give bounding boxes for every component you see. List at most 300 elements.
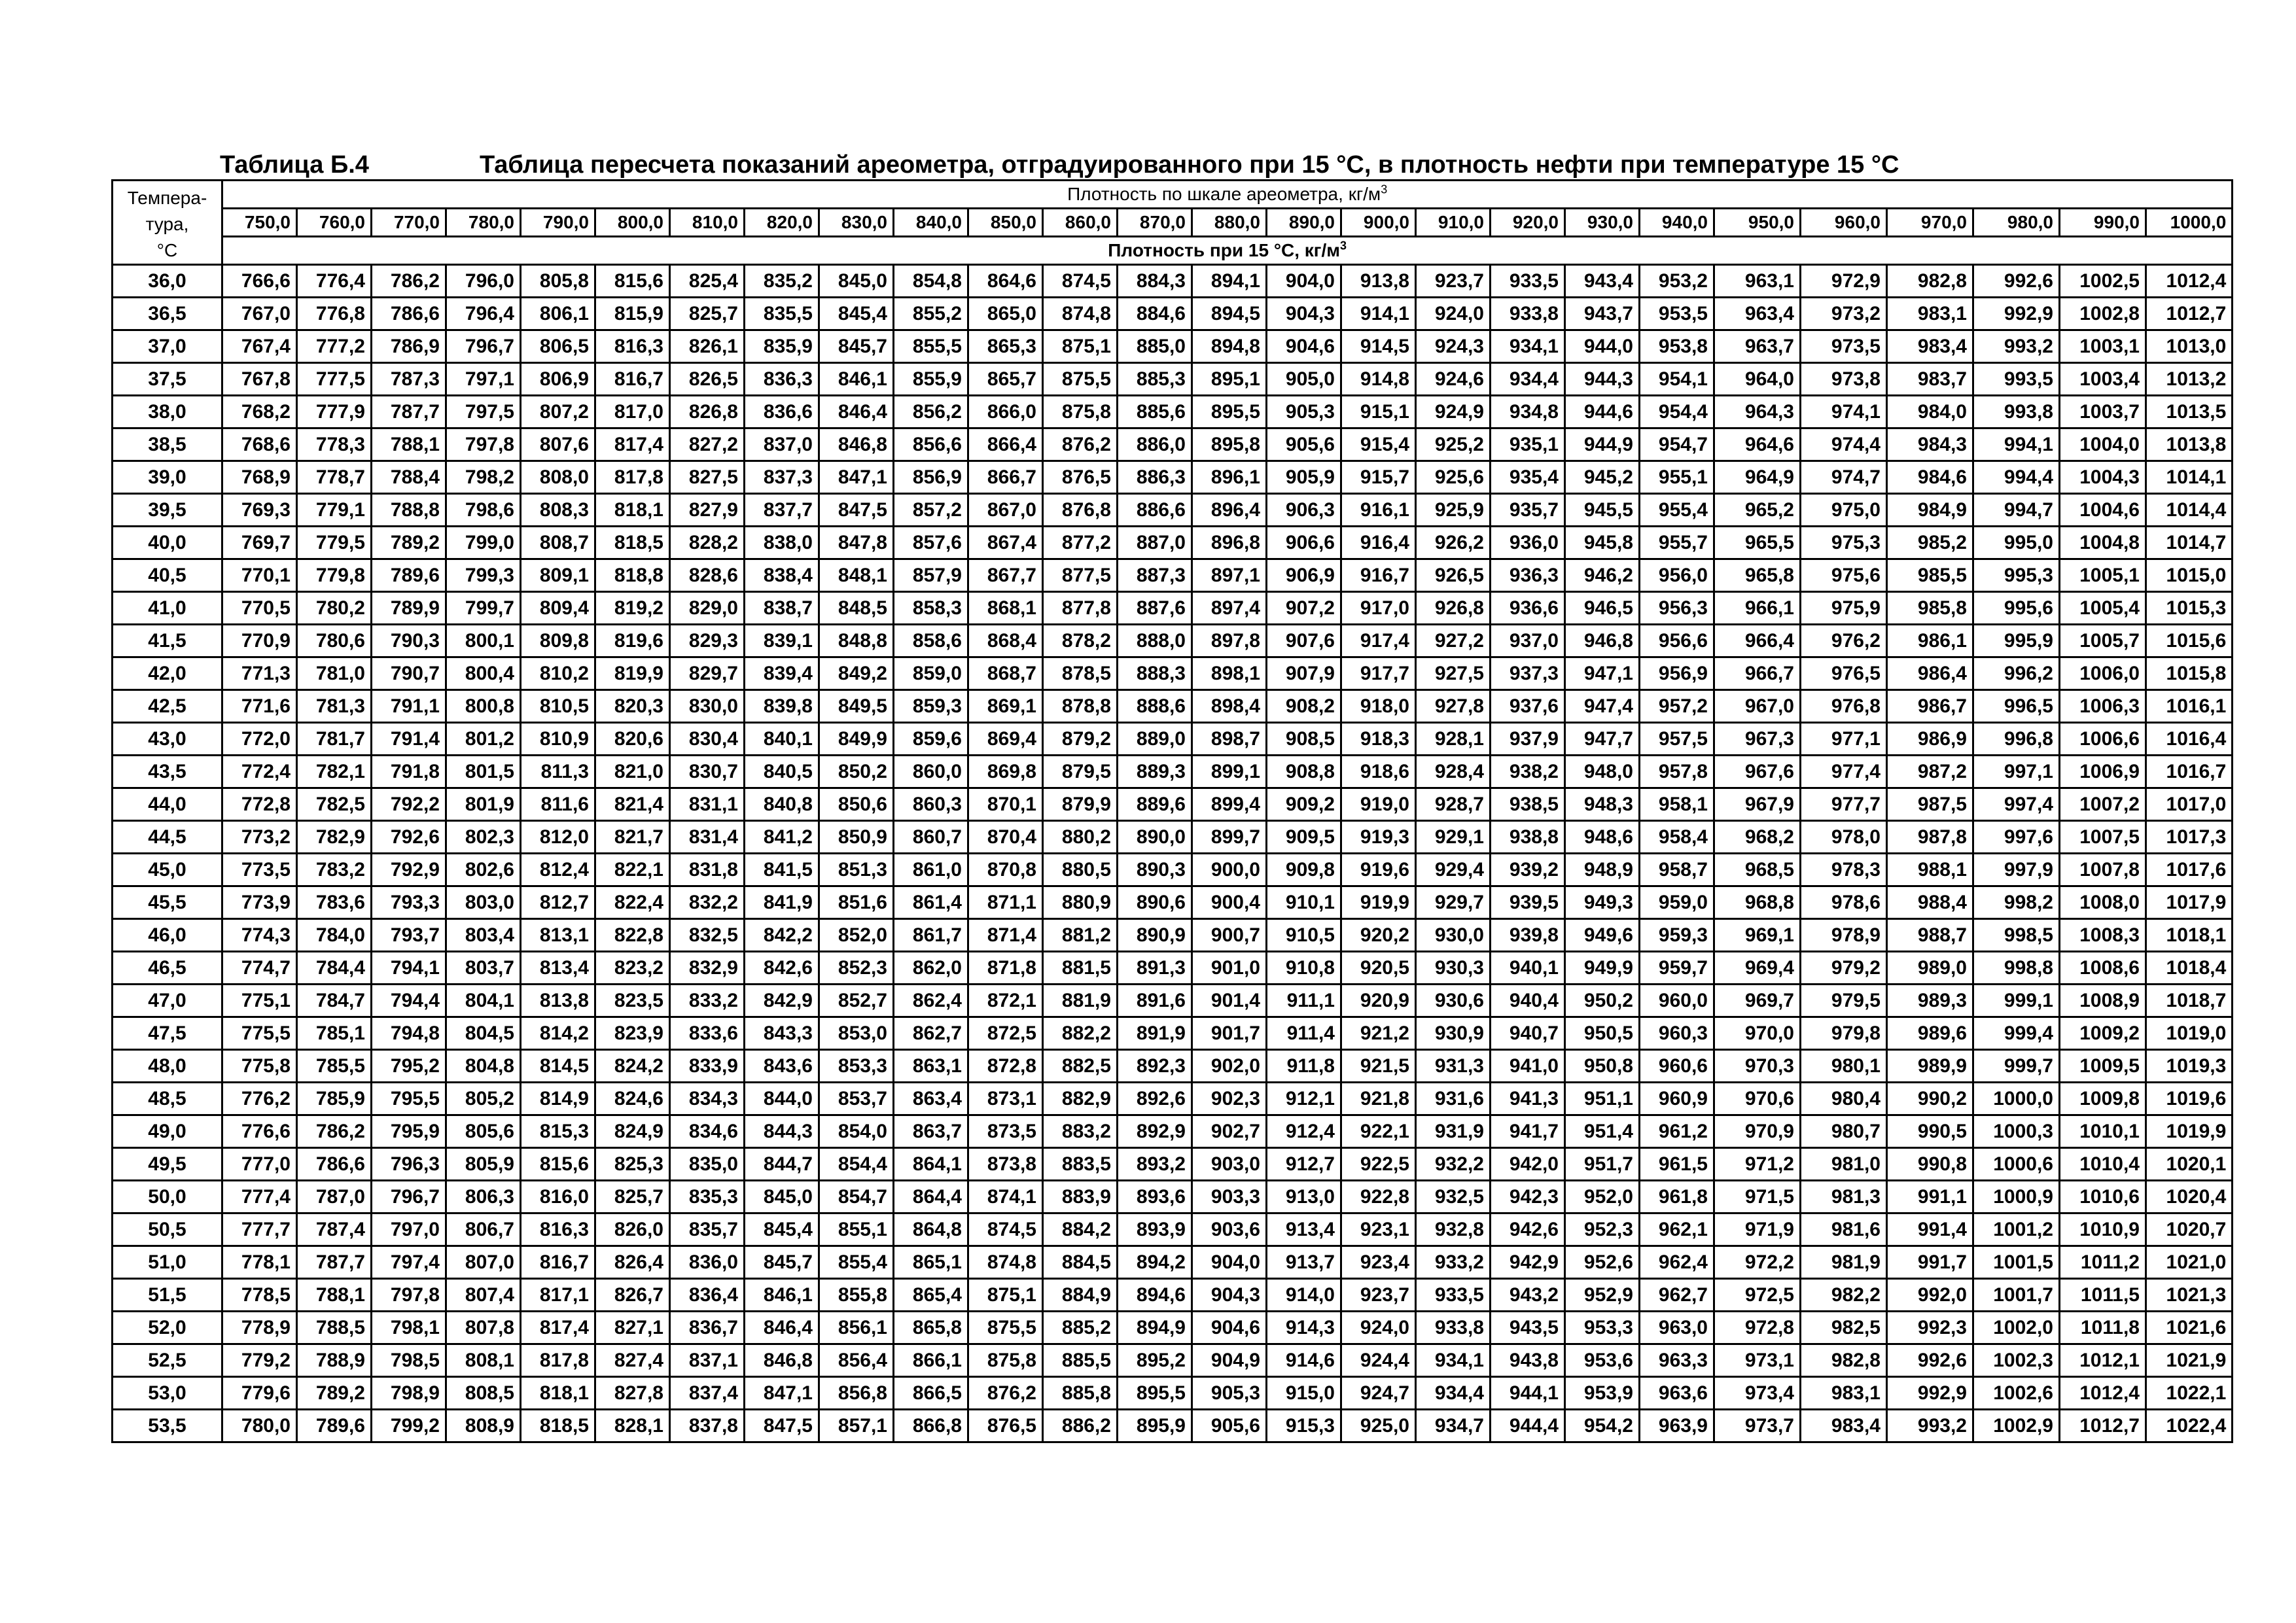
density-cell: 950,8 — [1565, 1050, 1640, 1083]
density-cell: 857,1 — [819, 1410, 894, 1442]
density-cell: 786,6 — [372, 298, 446, 330]
density-cell: 945,5 — [1565, 494, 1640, 527]
density-cell: 826,5 — [670, 363, 745, 396]
density-cell: 767,4 — [222, 330, 297, 363]
density-cell: 1020,1 — [2146, 1148, 2233, 1181]
density-cell: 775,5 — [222, 1017, 297, 1050]
density-cell: 867,7 — [968, 559, 1043, 592]
density-cell: 884,3 — [1118, 265, 1192, 298]
density-cell: 812,0 — [521, 821, 595, 854]
density-cell: 1012,1 — [2060, 1344, 2146, 1377]
density-cell: 987,8 — [1887, 821, 1973, 854]
density-cell: 807,2 — [521, 396, 595, 428]
density-cell: 1005,7 — [2060, 625, 2146, 657]
table-row — [113, 363, 2233, 396]
density-cell: 784,0 — [297, 919, 372, 952]
density-cell: 842,6 — [745, 952, 819, 985]
density-cell: 962,7 — [1640, 1279, 1714, 1312]
density-cell: 978,6 — [1801, 886, 1887, 919]
density-cell: 837,8 — [670, 1410, 745, 1442]
density-cell: 1022,1 — [2146, 1377, 2233, 1410]
density-cell: 895,1 — [1192, 363, 1267, 396]
density-cell: 788,9 — [297, 1344, 372, 1377]
table-row — [113, 723, 2233, 756]
density-cell: 921,8 — [1341, 1083, 1416, 1115]
density-cell: 909,2 — [1267, 788, 1341, 821]
density-cell: 922,8 — [1341, 1181, 1416, 1213]
temperature-cell: 41,0 — [113, 592, 222, 625]
density-cell: 1007,8 — [2060, 854, 2146, 886]
density-cell: 827,5 — [670, 461, 745, 494]
density-cell: 845,4 — [745, 1213, 819, 1246]
density-cell: 799,2 — [372, 1410, 446, 1442]
density-cell: 782,1 — [297, 756, 372, 788]
density-cell: 998,2 — [1973, 886, 2060, 919]
density-cell: 933,5 — [1491, 265, 1565, 298]
density-cell: 1004,0 — [2060, 428, 2146, 461]
density-cell: 808,7 — [521, 527, 595, 559]
density-cell: 961,8 — [1640, 1181, 1714, 1213]
density-cell: 973,4 — [1714, 1377, 1801, 1410]
column-header: 970,0 — [1887, 209, 1973, 237]
temperature-cell: 37,0 — [113, 330, 222, 363]
density-cell: 858,6 — [894, 625, 968, 657]
density-cell: 965,8 — [1714, 559, 1801, 592]
density-cell: 795,9 — [372, 1115, 446, 1148]
table-row — [113, 592, 2233, 625]
density-cell: 849,5 — [819, 690, 894, 723]
column-header: 840,0 — [894, 209, 968, 237]
density-cell: 916,1 — [1341, 494, 1416, 527]
density-cell: 956,0 — [1640, 559, 1714, 592]
scale-density-label: Плотность по шкале ареометра, кг/м — [1067, 184, 1381, 204]
density-cell: 785,5 — [297, 1050, 372, 1083]
density-cell: 772,8 — [222, 788, 297, 821]
density-cell: 817,8 — [595, 461, 670, 494]
density-cell: 1017,0 — [2146, 788, 2233, 821]
density-cell: 815,6 — [521, 1148, 595, 1181]
density-cell: 1012,4 — [2060, 1377, 2146, 1410]
density-cell: 1006,9 — [2060, 756, 2146, 788]
density-cell: 985,5 — [1887, 559, 1973, 592]
density-cell: 905,3 — [1267, 396, 1341, 428]
density-cell: 808,5 — [446, 1377, 521, 1410]
density-cell: 854,7 — [819, 1181, 894, 1213]
density-cell: 832,2 — [670, 886, 745, 919]
density-cell: 999,1 — [1973, 985, 2060, 1017]
density-cell: 960,3 — [1640, 1017, 1714, 1050]
table-row — [113, 428, 2233, 461]
density-cell: 984,3 — [1887, 428, 1973, 461]
density-cell: 972,2 — [1714, 1246, 1801, 1279]
density-cell: 929,1 — [1416, 821, 1491, 854]
density-cell: 874,1 — [968, 1181, 1043, 1213]
density-cell: 988,7 — [1887, 919, 1973, 952]
density-cell: 1006,6 — [2060, 723, 2146, 756]
density-cell: 890,9 — [1118, 919, 1192, 952]
density-cell: 825,7 — [670, 298, 745, 330]
density-cell: 983,4 — [1801, 1410, 1887, 1442]
result-density-label: Плотность при 15 °С, кг/м — [1108, 240, 1340, 260]
density-cell: 928,1 — [1416, 723, 1491, 756]
density-cell: 915,4 — [1341, 428, 1416, 461]
density-cell: 780,2 — [297, 592, 372, 625]
density-cell: 794,4 — [372, 985, 446, 1017]
density-cell: 987,5 — [1887, 788, 1973, 821]
temperature-cell: 39,5 — [113, 494, 222, 527]
temperature-cell: 50,0 — [113, 1181, 222, 1213]
density-cell: 787,4 — [297, 1213, 372, 1246]
density-cell: 937,3 — [1491, 657, 1565, 690]
density-cell: 830,4 — [670, 723, 745, 756]
density-cell: 1008,0 — [2060, 886, 2146, 919]
density-cell: 989,6 — [1887, 1017, 1973, 1050]
density-cell: 949,3 — [1565, 886, 1640, 919]
density-cell: 957,8 — [1640, 756, 1714, 788]
density-cell: 911,1 — [1267, 985, 1341, 1017]
column-header: 770,0 — [372, 209, 446, 237]
density-cell: 904,9 — [1192, 1344, 1267, 1377]
density-cell: 788,4 — [372, 461, 446, 494]
density-cell: 810,2 — [521, 657, 595, 690]
density-cell: 935,1 — [1491, 428, 1565, 461]
density-cell: 775,8 — [222, 1050, 297, 1083]
density-cell: 961,5 — [1640, 1148, 1714, 1181]
density-cell: 838,7 — [745, 592, 819, 625]
density-cell: 792,2 — [372, 788, 446, 821]
density-cell: 1017,9 — [2146, 886, 2233, 919]
density-cell: 1006,3 — [2060, 690, 2146, 723]
density-cell: 931,3 — [1416, 1050, 1491, 1083]
column-header: 800,0 — [595, 209, 670, 237]
density-cell: 926,8 — [1416, 592, 1491, 625]
density-cell: 782,9 — [297, 821, 372, 854]
density-cell: 887,6 — [1118, 592, 1192, 625]
density-cell: 886,6 — [1118, 494, 1192, 527]
density-cell: 981,3 — [1801, 1181, 1887, 1213]
density-cell: 804,8 — [446, 1050, 521, 1083]
density-cell: 970,9 — [1714, 1115, 1801, 1148]
density-cell: 855,8 — [819, 1279, 894, 1312]
column-header: 900,0 — [1341, 209, 1416, 237]
density-cell: 853,7 — [819, 1083, 894, 1115]
density-cell: 908,5 — [1267, 723, 1341, 756]
density-cell: 871,1 — [968, 886, 1043, 919]
density-cell: 820,6 — [595, 723, 670, 756]
table-row — [113, 559, 2233, 592]
density-cell: 921,2 — [1341, 1017, 1416, 1050]
density-cell: 1010,9 — [2060, 1213, 2146, 1246]
density-cell: 869,4 — [968, 723, 1043, 756]
density-cell: 919,9 — [1341, 886, 1416, 919]
table-row — [113, 952, 2233, 985]
density-cell: 808,9 — [446, 1410, 521, 1442]
density-cell: 824,6 — [595, 1083, 670, 1115]
density-cell: 1022,4 — [2146, 1410, 2233, 1442]
density-cell: 822,1 — [595, 854, 670, 886]
table-row — [113, 1410, 2233, 1442]
density-cell: 1011,8 — [2060, 1312, 2146, 1344]
density-cell: 1002,8 — [2060, 298, 2146, 330]
density-cell: 893,6 — [1118, 1181, 1192, 1213]
density-cell: 992,9 — [1887, 1377, 1973, 1410]
density-cell: 993,5 — [1973, 363, 2060, 396]
density-cell: 1009,8 — [2060, 1083, 2146, 1115]
density-cell: 966,1 — [1714, 592, 1801, 625]
temperature-header-line2: тура, — [145, 214, 189, 234]
density-cell: 926,5 — [1416, 559, 1491, 592]
density-cell: 842,9 — [745, 985, 819, 1017]
density-cell: 768,2 — [222, 396, 297, 428]
density-cell: 900,7 — [1192, 919, 1267, 952]
density-cell: 873,8 — [968, 1148, 1043, 1181]
density-cell: 936,0 — [1491, 527, 1565, 559]
density-cell: 945,8 — [1565, 527, 1640, 559]
density-cell: 856,6 — [894, 428, 968, 461]
density-cell: 840,5 — [745, 756, 819, 788]
density-cell: 935,4 — [1491, 461, 1565, 494]
density-cell: 777,7 — [222, 1213, 297, 1246]
density-cell: 836,3 — [745, 363, 819, 396]
density-cell: 1007,5 — [2060, 821, 2146, 854]
density-cell: 833,9 — [670, 1050, 745, 1083]
density-cell: 983,1 — [1887, 298, 1973, 330]
density-cell: 881,2 — [1043, 919, 1118, 952]
table-row — [113, 821, 2233, 854]
density-cell: 867,0 — [968, 494, 1043, 527]
temperature-cell: 44,5 — [113, 821, 222, 854]
table-row — [113, 1148, 2233, 1181]
density-cell: 929,7 — [1416, 886, 1491, 919]
density-cell: 966,4 — [1714, 625, 1801, 657]
density-cell: 832,5 — [670, 919, 745, 952]
density-cell: 1001,2 — [1973, 1213, 2060, 1246]
density-cell: 873,5 — [968, 1115, 1043, 1148]
density-cell: 956,6 — [1640, 625, 1714, 657]
density-cell: 919,6 — [1341, 854, 1416, 886]
result-density-header — [222, 237, 2233, 265]
density-cell: 888,6 — [1118, 690, 1192, 723]
density-cell: 983,7 — [1887, 363, 1973, 396]
density-cell: 818,5 — [521, 1410, 595, 1442]
density-cell: 852,0 — [819, 919, 894, 952]
column-header: 920,0 — [1491, 209, 1565, 237]
density-cell: 828,1 — [595, 1410, 670, 1442]
density-cell: 895,8 — [1192, 428, 1267, 461]
density-cell: 914,0 — [1267, 1279, 1341, 1312]
density-cell: 942,3 — [1491, 1181, 1565, 1213]
density-cell: 838,0 — [745, 527, 819, 559]
density-cell: 800,1 — [446, 625, 521, 657]
table-row — [113, 657, 2233, 690]
density-cell: 933,2 — [1416, 1246, 1491, 1279]
density-cell: 816,0 — [521, 1181, 595, 1213]
density-cell: 847,5 — [819, 494, 894, 527]
density-cell: 927,2 — [1416, 625, 1491, 657]
density-cell: 884,2 — [1043, 1213, 1118, 1246]
density-cell: 931,9 — [1416, 1115, 1491, 1148]
density-cell: 928,4 — [1416, 756, 1491, 788]
density-cell: 904,3 — [1192, 1279, 1267, 1312]
column-header: 990,0 — [2060, 209, 2146, 237]
density-cell: 770,9 — [222, 625, 297, 657]
density-cell: 828,2 — [670, 527, 745, 559]
temperature-cell: 45,5 — [113, 886, 222, 919]
density-cell: 960,9 — [1640, 1083, 1714, 1115]
density-cell: 992,6 — [1973, 265, 2060, 298]
density-cell: 893,2 — [1118, 1148, 1192, 1181]
density-cell: 863,4 — [894, 1083, 968, 1115]
density-cell: 831,8 — [670, 854, 745, 886]
density-cell: 791,4 — [372, 723, 446, 756]
column-header: 870,0 — [1118, 209, 1192, 237]
density-cell: 976,8 — [1801, 690, 1887, 723]
density-cell: 972,5 — [1714, 1279, 1801, 1312]
density-cell: 1008,9 — [2060, 985, 2146, 1017]
density-cell: 957,5 — [1640, 723, 1714, 756]
density-cell: 902,7 — [1192, 1115, 1267, 1148]
density-cell: 769,3 — [222, 494, 297, 527]
density-cell: 846,8 — [745, 1344, 819, 1377]
density-cell: 969,4 — [1714, 952, 1801, 985]
density-cell: 967,3 — [1714, 723, 1801, 756]
density-cell: 992,0 — [1887, 1279, 1973, 1312]
density-cell: 880,9 — [1043, 886, 1118, 919]
density-cell: 798,5 — [372, 1344, 446, 1377]
density-cell: 847,1 — [745, 1377, 819, 1410]
density-cell: 965,5 — [1714, 527, 1801, 559]
density-cell: 826,4 — [595, 1246, 670, 1279]
density-cell: 894,2 — [1118, 1246, 1192, 1279]
density-cell: 784,7 — [297, 985, 372, 1017]
density-cell: 910,5 — [1267, 919, 1341, 952]
density-cell: 960,6 — [1640, 1050, 1714, 1083]
density-cell: 894,9 — [1118, 1312, 1192, 1344]
density-cell: 1000,0 — [1973, 1083, 2060, 1115]
density-cell: 973,7 — [1714, 1410, 1801, 1442]
density-cell: 955,4 — [1640, 494, 1714, 527]
density-cell: 809,8 — [521, 625, 595, 657]
density-cell: 865,4 — [894, 1279, 968, 1312]
density-cell: 878,2 — [1043, 625, 1118, 657]
density-cell: 1004,6 — [2060, 494, 2146, 527]
temperature-cell: 43,0 — [113, 723, 222, 756]
density-cell: 847,1 — [819, 461, 894, 494]
density-cell: 870,8 — [968, 854, 1043, 886]
density-cell: 855,4 — [819, 1246, 894, 1279]
density-cell: 1012,4 — [2146, 265, 2233, 298]
density-cell: 903,0 — [1192, 1148, 1267, 1181]
density-cell: 802,6 — [446, 854, 521, 886]
temperature-cell: 44,0 — [113, 788, 222, 821]
density-cell: 846,8 — [819, 428, 894, 461]
density-cell: 774,7 — [222, 952, 297, 985]
density-cell: 851,6 — [819, 886, 894, 919]
table-row — [113, 1083, 2233, 1115]
density-cell: 1021,0 — [2146, 1246, 2233, 1279]
density-cell: 971,5 — [1714, 1181, 1801, 1213]
density-cell: 976,5 — [1801, 657, 1887, 690]
density-cell: 776,4 — [297, 265, 372, 298]
table-row — [113, 1017, 2233, 1050]
density-cell: 939,5 — [1491, 886, 1565, 919]
density-cell: 801,9 — [446, 788, 521, 821]
density-cell: 976,2 — [1801, 625, 1887, 657]
density-cell: 872,5 — [968, 1017, 1043, 1050]
density-cell: 824,2 — [595, 1050, 670, 1083]
density-cell: 854,0 — [819, 1115, 894, 1148]
density-cell: 893,9 — [1118, 1213, 1192, 1246]
density-cell: 994,4 — [1973, 461, 2060, 494]
density-cell: 995,0 — [1973, 527, 2060, 559]
density-cell: 996,5 — [1973, 690, 2060, 723]
density-cell: 934,8 — [1491, 396, 1565, 428]
density-cell: 990,8 — [1887, 1148, 1973, 1181]
density-cell: 970,3 — [1714, 1050, 1801, 1083]
density-cell: 924,9 — [1416, 396, 1491, 428]
density-cell: 997,6 — [1973, 821, 2060, 854]
density-cell: 806,3 — [446, 1181, 521, 1213]
density-cell: 866,7 — [968, 461, 1043, 494]
density-cell: 798,1 — [372, 1312, 446, 1344]
density-cell: 817,4 — [595, 428, 670, 461]
density-cell: 901,4 — [1192, 985, 1267, 1017]
density-cell: 823,9 — [595, 1017, 670, 1050]
density-cell: 853,3 — [819, 1050, 894, 1083]
density-cell: 924,0 — [1341, 1312, 1416, 1344]
density-cell: 776,6 — [222, 1115, 297, 1148]
density-cell: 870,1 — [968, 788, 1043, 821]
density-cell: 975,0 — [1801, 494, 1887, 527]
density-cell: 941,7 — [1491, 1115, 1565, 1148]
temperature-cell: 49,0 — [113, 1115, 222, 1148]
temperature-cell: 36,5 — [113, 298, 222, 330]
temperature-cell: 43,5 — [113, 756, 222, 788]
density-cell: 996,2 — [1973, 657, 2060, 690]
temperature-cell: 48,0 — [113, 1050, 222, 1083]
density-cell: 886,3 — [1118, 461, 1192, 494]
density-cell: 863,7 — [894, 1115, 968, 1148]
density-cell: 792,6 — [372, 821, 446, 854]
density-cell: 777,9 — [297, 396, 372, 428]
table-row — [113, 265, 2233, 298]
density-cell: 874,8 — [968, 1246, 1043, 1279]
density-cell: 911,4 — [1267, 1017, 1341, 1050]
density-cell: 835,3 — [670, 1181, 745, 1213]
density-cell: 912,4 — [1267, 1115, 1341, 1148]
density-cell: 990,5 — [1887, 1115, 1973, 1148]
density-cell: 781,3 — [297, 690, 372, 723]
density-cell: 942,9 — [1491, 1246, 1565, 1279]
density-cell: 850,6 — [819, 788, 894, 821]
density-cell: 912,1 — [1267, 1083, 1341, 1115]
density-cell: 768,6 — [222, 428, 297, 461]
temperature-cell: 42,5 — [113, 690, 222, 723]
density-cell: 860,3 — [894, 788, 968, 821]
table-row — [113, 1246, 2233, 1279]
density-cell: 821,7 — [595, 821, 670, 854]
density-cell: 862,4 — [894, 985, 968, 1017]
density-cell: 879,2 — [1043, 723, 1118, 756]
density-cell: 898,1 — [1192, 657, 1267, 690]
density-cell: 786,2 — [372, 265, 446, 298]
density-cell: 1018,1 — [2146, 919, 2233, 952]
density-cell: 955,7 — [1640, 527, 1714, 559]
density-cell: 821,0 — [595, 756, 670, 788]
density-cell: 856,8 — [819, 1377, 894, 1410]
density-cell: 790,3 — [372, 625, 446, 657]
temperature-cell: 51,0 — [113, 1246, 222, 1279]
